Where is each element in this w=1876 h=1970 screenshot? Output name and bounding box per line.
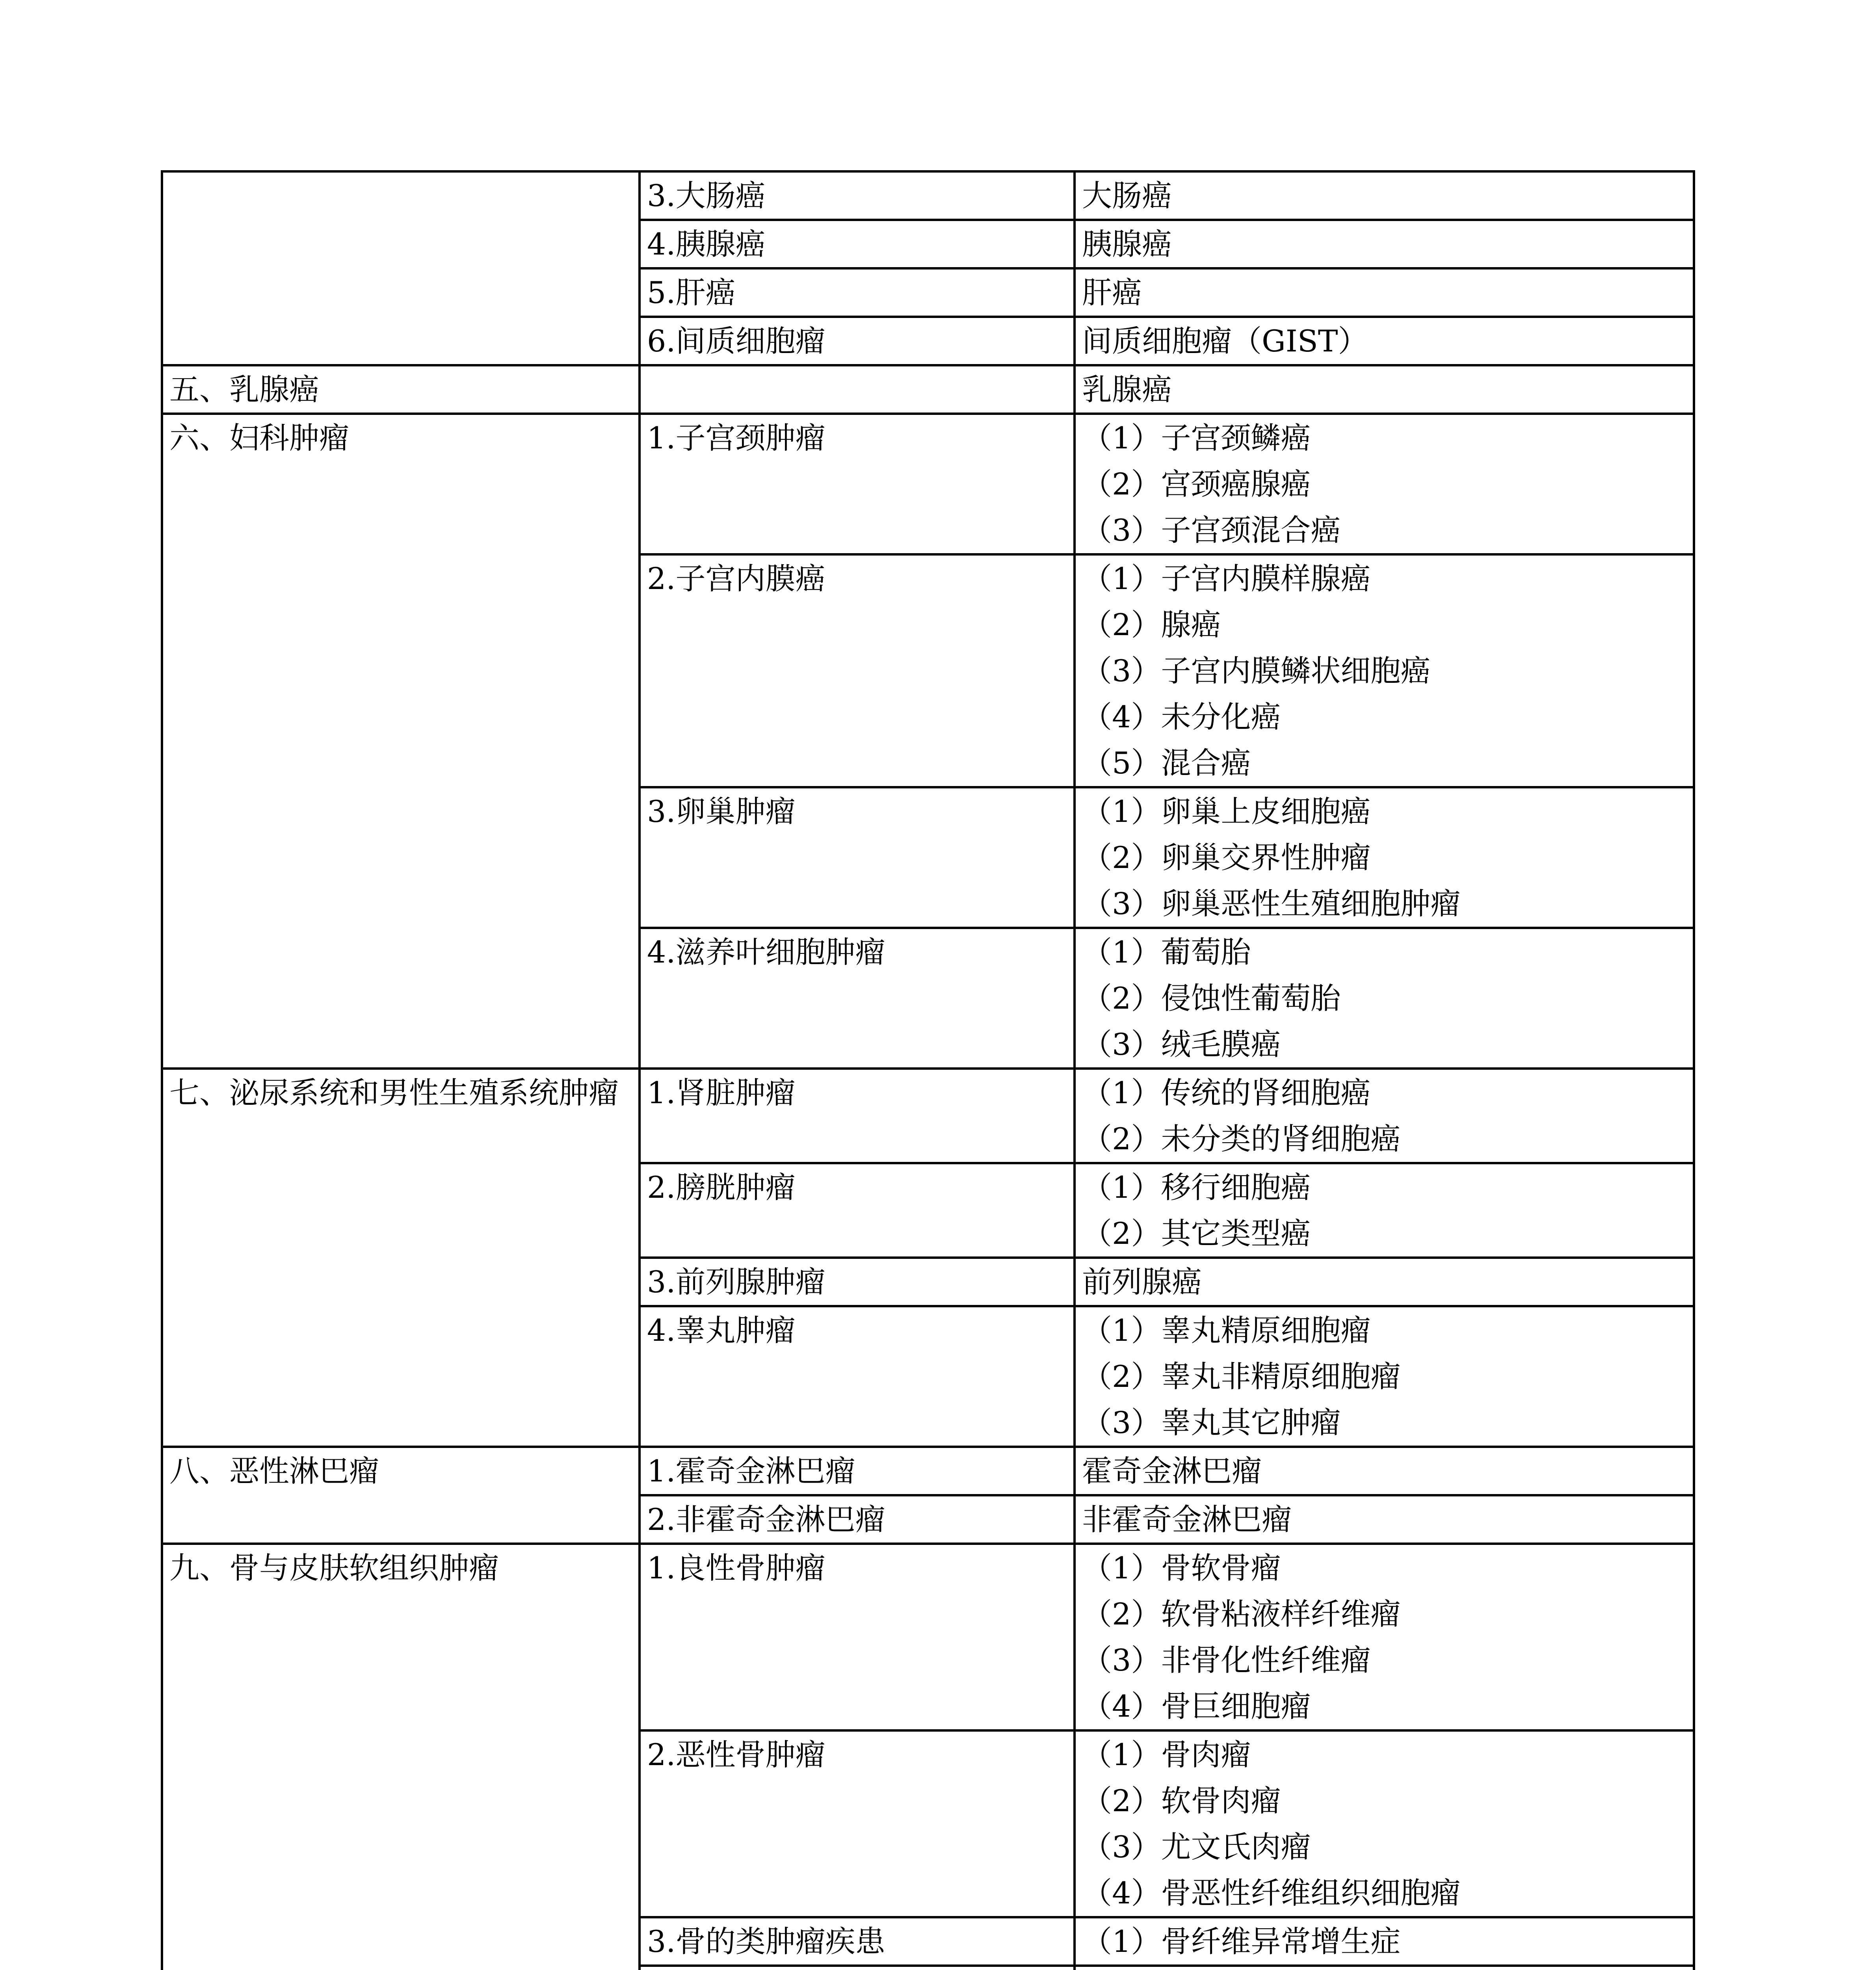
item-label: （1）子宫颈鳞癌 [1082, 420, 1311, 455]
table-row [162, 1069, 1694, 1163]
item-label: （3）子宫内膜鳞状细胞癌 [1082, 653, 1431, 688]
category-label: 九、骨与皮肤软组织肿瘤 [169, 1550, 499, 1585]
subcategory-cell [640, 1495, 1075, 1544]
table-row [162, 365, 1694, 414]
item-label: （2）侵蚀性葡萄胎 [1082, 981, 1341, 1016]
item-label: （2）腺癌 [1082, 607, 1221, 642]
subcategory-cell [640, 787, 1075, 928]
items-cell [1075, 554, 1694, 787]
item-label: （1）葡萄胎 [1082, 935, 1251, 970]
subcategory-cell [640, 1258, 1075, 1306]
category-label: 五、乳腺癌 [169, 372, 319, 407]
subcategory-label: 1.子宫颈肿瘤 [647, 420, 826, 455]
category-label: 六、妇科肿瘤 [169, 420, 349, 455]
items-cell [1075, 414, 1694, 554]
subcategory-label: 6.间质细胞瘤 [647, 323, 826, 359]
table-row [162, 1544, 1694, 1730]
item-label: （1）骨纤维异常增生症 [1082, 1924, 1401, 1959]
items-cell [1075, 1544, 1694, 1730]
item-label: 非霍奇金淋巴瘤 [1082, 1502, 1292, 1537]
item-label: （1）传统的肾细胞癌 [1082, 1075, 1371, 1110]
items-cell [1075, 171, 1694, 220]
subcategory-cell [640, 1163, 1075, 1258]
category-label: 七、泌尿系统和男性生殖系统肿瘤 [169, 1075, 619, 1110]
items-cell [1075, 1306, 1694, 1447]
subcategory-label: 2.恶性骨肿瘤 [647, 1737, 826, 1772]
items-cell [1075, 928, 1694, 1069]
subcategory-cell [640, 365, 1075, 414]
item-label: （2）其它类型癌 [1082, 1216, 1311, 1251]
items-cell [1075, 365, 1694, 414]
category-cell [162, 1544, 640, 1970]
subcategory-label [647, 1967, 1067, 1970]
subcategory-label: 3.骨的类肿瘤疾患 [647, 1924, 885, 1959]
item-label: （1）卵巢上皮细胞癌 [1082, 794, 1371, 829]
item-label: 间质细胞瘤（GIST） [1082, 323, 1368, 359]
item-label: （3）睾丸其它肿瘤 [1082, 1405, 1341, 1440]
item-label: （2）软骨粘液样纤维瘤 [1082, 1596, 1401, 1632]
item-label: 大肠癌 [1082, 178, 1172, 213]
category-cell [162, 1069, 640, 1447]
subcategory-cell [640, 220, 1075, 268]
category-cell [162, 365, 640, 414]
category-cell [162, 414, 640, 1069]
items-cell [1075, 787, 1694, 928]
item-label: （2）软骨肉瘤 [1082, 1783, 1281, 1818]
items-cell [1075, 1258, 1694, 1306]
subcategory-label [647, 366, 1067, 413]
subcategory-label: 1.肾脏肿瘤 [647, 1075, 796, 1110]
subcategory-cell [640, 1447, 1075, 1495]
item-label: （3）绒毛膜癌 [1082, 1027, 1281, 1062]
subcategory-cell [640, 1544, 1075, 1730]
item-label: 前列腺癌 [1082, 1264, 1202, 1299]
category-cell [162, 171, 640, 365]
item-label: （1）睾丸精原细胞瘤 [1082, 1313, 1371, 1348]
subcategory-label: 2.非霍奇金淋巴瘤 [647, 1502, 885, 1537]
item-label: 胰腺癌 [1082, 227, 1172, 262]
item-label: （2）未分类的肾细胞癌 [1082, 1121, 1401, 1156]
items-cell [1075, 220, 1694, 268]
subcategory-cell [640, 1917, 1075, 1966]
subcategory-label: 3.卵巢肿瘤 [647, 794, 796, 829]
category-cell [162, 1447, 640, 1544]
item-label: （2）宫颈癌腺癌 [1082, 466, 1311, 502]
item-label: （2）卵巢交界性肿瘤 [1082, 840, 1371, 875]
table-row [162, 171, 1694, 220]
subcategory-cell [640, 414, 1075, 554]
subcategory-label: 3.前列腺肿瘤 [647, 1264, 826, 1299]
subcategory-label: 3.大肠癌 [647, 178, 766, 213]
category-label: 八、恶性淋巴瘤 [169, 1453, 379, 1489]
items-cell [1075, 317, 1694, 365]
subcategory-label: 4.胰腺癌 [647, 227, 766, 262]
item-label: （4）骨巨细胞瘤 [1082, 1689, 1311, 1724]
subcategory-cell [640, 1069, 1075, 1163]
subcategory-label: 5.肝癌 [647, 275, 736, 310]
item-label: 乳腺癌 [1082, 372, 1172, 407]
item-label: （5）混合癌 [1082, 745, 1251, 781]
items-cell [1075, 1163, 1694, 1258]
item-label: （1）骨肉瘤 [1082, 1737, 1251, 1772]
subcategory-label: 4.睾丸肿瘤 [647, 1313, 796, 1348]
subcategory-cell [640, 317, 1075, 365]
subcategory-cell [640, 928, 1075, 1069]
subcategory-cell [640, 1966, 1075, 1970]
subcategory-cell [640, 554, 1075, 787]
item-label: （4）未分化癌 [1082, 699, 1281, 734]
item-label: （3）卵巢恶性生殖细胞肿瘤 [1082, 886, 1461, 921]
items-cell [1075, 268, 1694, 317]
items-cell [1075, 1917, 1694, 1966]
subcategory-label: 4.滋养叶细胞肿瘤 [647, 935, 885, 970]
item-label: （3）非骨化性纤维瘤 [1082, 1643, 1371, 1678]
items-cell [1075, 1730, 1694, 1917]
items-cell [1075, 1069, 1694, 1163]
item-label: 霍奇金淋巴瘤 [1082, 1453, 1262, 1489]
item-label: （1）子宫内膜样腺癌 [1082, 561, 1371, 596]
subcategory-cell [640, 268, 1075, 317]
table-row [162, 1447, 1694, 1495]
item-label: （3）子宫颈混合癌 [1082, 513, 1341, 548]
items-cell [1075, 1447, 1694, 1495]
item-label: （2）睾丸非精原细胞瘤 [1082, 1359, 1401, 1394]
subcategory-cell [640, 171, 1075, 220]
subcategory-cell [640, 1730, 1075, 1917]
item-label: （3）尤文氏肉瘤 [1082, 1829, 1311, 1864]
tumor-classification-table [161, 170, 1695, 1970]
item-label: （1）移行细胞癌 [1082, 1170, 1311, 1205]
subcategory-label: 1.霍奇金淋巴瘤 [647, 1453, 855, 1489]
table-row [162, 414, 1694, 554]
subcategory-cell [640, 1306, 1075, 1447]
items-cell [1075, 1966, 1694, 1970]
subcategory-label: 2.膀胱肿瘤 [647, 1170, 796, 1205]
subcategory-label: 2.子宫内膜癌 [647, 561, 826, 596]
item-label: （4）骨恶性纤维组织细胞瘤 [1082, 1875, 1461, 1911]
items-cell [1075, 1495, 1694, 1544]
subcategory-label: 1.良性骨肿瘤 [647, 1550, 826, 1585]
item-label [1082, 1967, 1686, 1970]
item-label: （1）骨软骨瘤 [1082, 1550, 1281, 1585]
item-label: 肝癌 [1082, 275, 1142, 310]
